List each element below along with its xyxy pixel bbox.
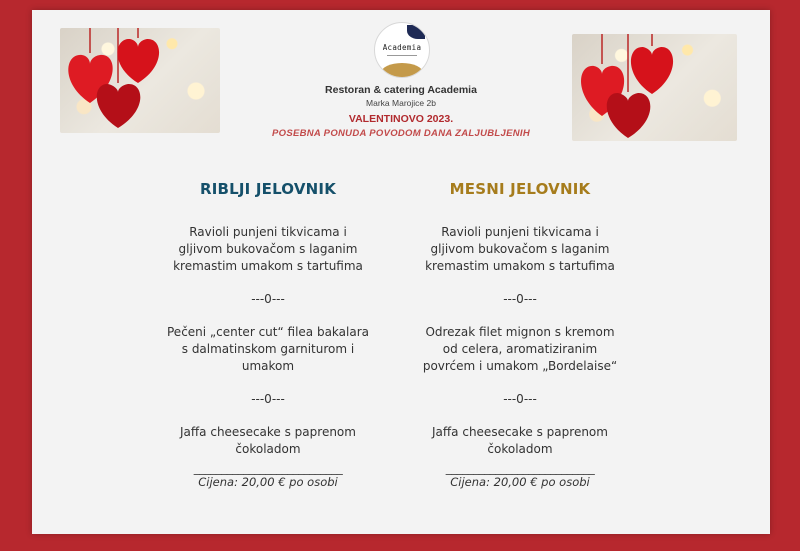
fish-course-1: Ravioli punjeni tikvicama i gljivom bukovačom s laganim kremastim umakom s tartufima (173, 225, 363, 273)
course-separator: ---0--- (251, 292, 285, 306)
course-separator: ---0--- (503, 292, 537, 306)
meat-menu-price: Cijena: 20,00 € po osobi (450, 475, 590, 489)
meat-menu (400, 180, 640, 490)
logo-underline (387, 55, 417, 56)
meat-menu-heading: MESNI JELOVNIK (449, 180, 591, 198)
event-subtitle: POSEBNA PONUDA POVODOM DANA ZALJUBLJENIH (272, 128, 530, 139)
fish-menu-price: Cijena: 20,00 € po osobi (198, 475, 338, 489)
logo-gold-shape (381, 63, 423, 78)
fish-course-3: Jaffa cheesecake s paprenom čokoladom (180, 425, 356, 456)
price-rule: ___________________________ (193, 461, 343, 475)
course-separator: ---0--- (503, 392, 537, 406)
menu-card (32, 10, 770, 534)
meat-course-3: Jaffa cheesecake s paprenom čokoladom (432, 425, 608, 456)
meat-course-1: Ravioli punjeni tikvicama i gljivom bukovačom s laganim kremastim umakom s tartufima (425, 225, 615, 273)
logo-navy-shape (407, 25, 425, 39)
logo-text: Academia (382, 43, 422, 52)
academia-logo (374, 22, 430, 78)
fish-menu (148, 180, 388, 490)
meat-course-2: Odrezak filet mignon s kremom od celera, aromatiziranim povrćem i umakom „Bordelaise“ (422, 325, 618, 373)
fish-menu-heading: RIBLJI JELOVNIK (199, 180, 337, 198)
price-rule: ___________________________ (445, 461, 595, 475)
fish-course-2: Pečeni „center cut“ filea bakalara s dalmatinskom garniturom i umakom (167, 325, 369, 373)
course-separator: ---0--- (251, 392, 285, 406)
restaurant-name: Restoran & catering Academia (325, 84, 477, 96)
event-title: VALENTINOVO 2023. (348, 113, 454, 125)
restaurant-address: Marka Marojice 2b (366, 98, 436, 108)
